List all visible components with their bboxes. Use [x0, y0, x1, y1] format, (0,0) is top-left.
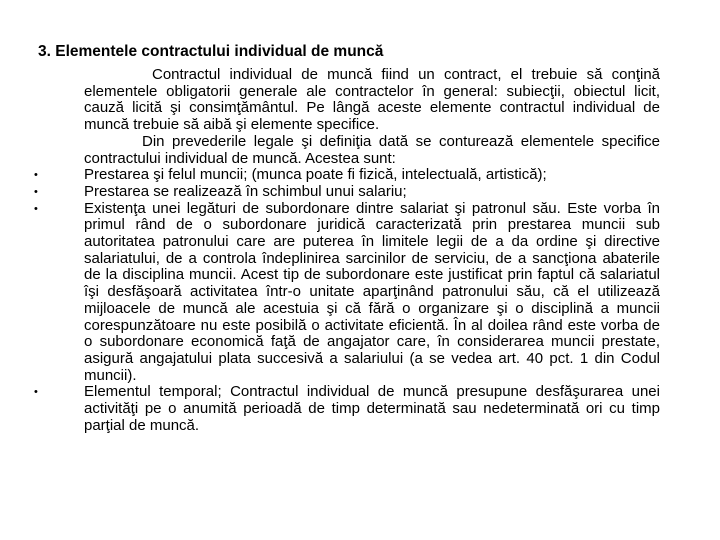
- bullet-icon: •: [34, 185, 38, 198]
- bullet-icon: •: [34, 386, 38, 399]
- section-heading: 3. Elementele contractului individual de muncă: [38, 43, 384, 60]
- content-body: [34, 66, 660, 434]
- bullet-icon: •: [34, 169, 38, 182]
- definition-paragraph: Din prevederile legale şi definiţia dată se conturează elementele specifice contractului individual de muncă. Acestea sunt:: [84, 132, 660, 167]
- list-item-text: Elementul temporal; Contractul individual de muncă presupune desfăşurarea unei activităţi pe o anumită perioadă de timp determinată sau nedeterminată ori cu timp parţial de muncă.: [84, 383, 660, 434]
- list-item-text: Prestarea şi felul muncii; (munca poate fi fizică, intelectuală, artistică);: [84, 166, 547, 184]
- list-item: [34, 166, 660, 184]
- list-item: [34, 182, 660, 201]
- list-item-text: Prestarea se realizează în schimbul unui salariu;: [84, 182, 407, 200]
- list-item-text: Existenţa unei legături de subordonare dintre salariat şi patronul său. Este vorba în primul rând de o subordonare juridică caracterizată prin prestarea muncii sub autoritatea patronului care are puterea în limitele legii de a da ordine şi directive salariatului, de a controla îndeplinirea sarcinilor de serviciu, de a sancţiona abaterile de la disciplina muncii. Acest tip de subordonare este justificat prin faptul că salariatul îşi desfăşoară activitatea într-o unitate aparţinând patronului său, că el utilizează mijloacele de muncă ale acestuia şi că fără o organizare şi o disciplină a muncii corespunzătoare nu este posibilă o activitate eficientă. În al doilea rând este vorba de o subordonare economică faţă de angajator care, în considerarea muncii prestate, asigură angajatului plata succesivă a salariului (a se vedea art. 40 pct. 1 din Codul muncii).: [84, 199, 660, 384]
- list-item: [34, 383, 660, 434]
- intro-paragraph: Contractul individual de muncă fiind un contract, el trebuie să conţină elementele obligatorii generale ale contractelor în general: subiecţii, obiectul licit, cauză licită şi consimţământul. Pe lângă aceste elemente contractul individual de muncă trebuie să aibă şi elemente specifice.: [84, 66, 660, 134]
- list-item: [34, 199, 660, 385]
- elements-list: [34, 166, 660, 434]
- bullet-icon: •: [34, 202, 38, 215]
